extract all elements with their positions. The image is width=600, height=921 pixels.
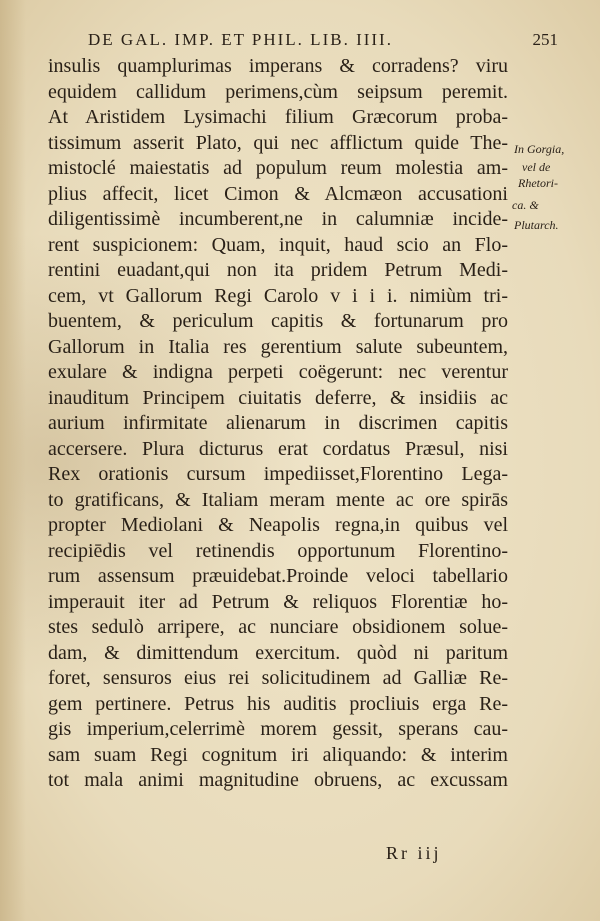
text-line: aurium infirmitate alienarum in discrimen capitis: [48, 412, 508, 434]
text-line: At Aristidem Lysimachi filium Græcorum proba-: [48, 106, 508, 128]
text-line: plius affecit, licet Cimon & Alcmæon accusationi: [48, 182, 508, 205]
text-line: equidem callidum perimens,cùm seipsum peremit.: [48, 80, 508, 103]
text-line: sam suam Regi cognitum iri aliquando: & interim: [48, 743, 508, 766]
text-line: gis imperium,celerrimè morem gessit, sperans cau-: [48, 718, 508, 740]
text-line: tissimum asserit Plato, qui nec afflictum quide The-: [48, 131, 508, 154]
running-head-title: DE GAL. IMP. ET PHIL. LIB. IIII.: [88, 30, 393, 49]
margin-note: vel de: [522, 160, 551, 174]
signature-mark: Rr iij: [386, 843, 442, 863]
margin-note: Plutarch.: [514, 218, 559, 232]
margin-note: Rhetori-: [518, 176, 558, 190]
text-line: recipiēdis vel retinendis opportunum Florentino-: [48, 539, 508, 562]
margin-note: ca. &: [512, 198, 539, 212]
text-line: rentini euadant,qui non ita pridem Petrum Medi-: [48, 259, 508, 281]
text-line: insulis quamplurimas imperans & corradens? viru: [48, 55, 508, 77]
text-line: Gallorum in Italia res gerentium salute subeuntem,: [48, 335, 508, 358]
text-line: rent suspicionem: Quam, inquit, haud scio an Flo-: [48, 233, 508, 256]
text-line: Rex orationis cursum impediisset,Florentino Lega-: [48, 463, 508, 485]
text-line: tot mala animi magnitudine obruens, ac excussam: [48, 769, 508, 791]
page-gutter-shadow: [0, 0, 26, 921]
text-line: to gratificans, & Italiam meram mente ac ore spirās: [48, 488, 508, 511]
text-line: exulare & indigna perpeti coëgerunt: nec verentur: [48, 361, 508, 383]
margin-note: In Gorgia,: [514, 142, 565, 156]
text-line: mistoclé maiestatis ad populum reum molestia am-: [48, 157, 508, 179]
text-line: buentem, & periculum capitis & fortunarum pro: [48, 310, 508, 332]
text-line: dam, & dimittendum exercitum. quòd ni paritum: [48, 641, 508, 664]
text-line: cem, vt Gallorum Regi Carolo v i i i. nimiùm tri-: [48, 284, 508, 307]
text-line: imperauit iter ad Petrum & reliquos Florentiæ ho-: [48, 590, 508, 613]
text-line: foret, sensuros eius rei solicitudinem ad Galliæ Re-: [48, 667, 508, 689]
body-text: [48, 54, 508, 794]
text-line: propter Mediolani & Neapolis regna,in quibus vel: [48, 514, 508, 536]
text-line: inauditum Principem ciuitatis deferre, & insidiis ac: [48, 386, 508, 409]
text-line: rum assensum præuidebat.Proinde veloci tabellario: [48, 565, 508, 587]
text-line: accersere. Plura dicturus erat cordatus Præsul, nisi: [48, 437, 508, 460]
text-line: stes sedulò arripere, ac nunciare obsidionem solue-: [48, 616, 508, 638]
page-number: 251: [532, 30, 558, 49]
text-line: gem pertinere. Petrus his auditis procliuis erga Re-: [48, 692, 508, 715]
running-head: [88, 30, 558, 52]
text-line: diligentissimè incumberent,ne in calumniæ incide-: [48, 208, 508, 230]
